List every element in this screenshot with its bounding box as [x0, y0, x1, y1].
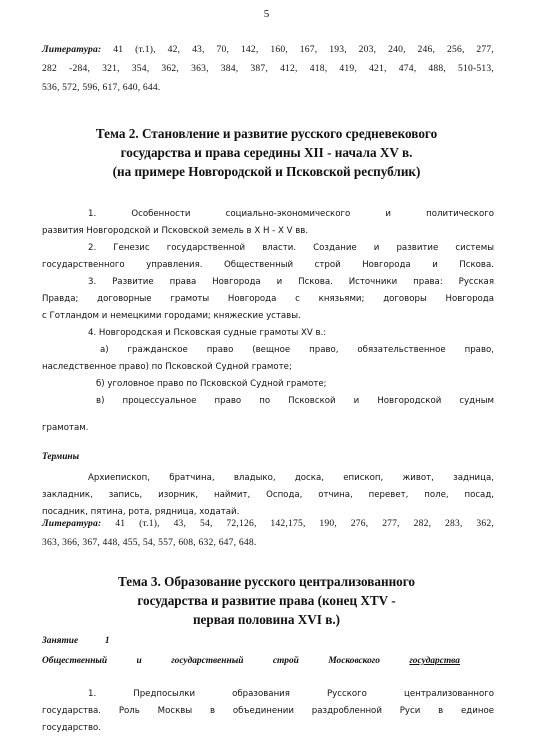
topic-3-heading: [40, 572, 493, 629]
topic-2-item-line: развития Новгородской и Псковской земель в Х Н - Х V вв.: [42, 226, 309, 236]
literature-line: 536, 572, 596, 617, 640, 644.: [42, 82, 161, 93]
topic-2-item-line: а) гражданское право (вещное право, обязательственное право,: [100, 345, 494, 355]
literature-line: 41 (т.1), 42, 43, 70, 142, 160, 167, 193, 203, 240, 246, 256, 277,: [113, 44, 494, 55]
topic-2-item-line: с Готландом и немецкими городами; княжеские уставы.: [42, 311, 301, 321]
lesson-title-word: и: [136, 656, 142, 666]
literature-line: 363, 366, 367, 448, 455, 54, 557, 608, 632, 647, 648.: [42, 537, 257, 548]
topic-2-item-line: наследственное право) по Псковской Судной грамоте;: [42, 362, 292, 372]
heading-line: Тема 2. Становление и развитие русского средневекового: [95, 126, 438, 141]
lesson-title-word: строй: [272, 656, 299, 666]
lesson-title-word: государственный: [171, 656, 244, 666]
topic-3-item-line: 1. Предпосылки образования Русского централизованного: [88, 689, 494, 699]
lesson-title-word: Общественный: [42, 656, 108, 666]
lesson-label: Занятие: [42, 636, 79, 646]
topic-2-item-line: грамотам.: [42, 423, 89, 433]
heading-line: (на примере Новгородской и Псковской республик): [112, 164, 421, 179]
topic-2-item-line: 2. Генезис государственной власти. Создание и развитие системы: [88, 243, 494, 253]
topic-3-item-line: государство.: [42, 723, 102, 733]
topic-2-heading: [40, 124, 493, 181]
topic-2-item-line: в) процессуальное право по Псковской и Новгородской судным: [96, 396, 494, 406]
topic-3-item-line: государства. Роль Москвы в объединении раздробленной Руси в единое: [42, 706, 494, 716]
topic-2-item-line: 1. Особенности социально-экономического и политического: [88, 209, 494, 219]
literature-label: Литература:: [42, 518, 102, 529]
topic-2-item-line: 3. Развитие права Новгорода и Пскова. Источники права: Русская: [88, 277, 494, 287]
terms-line: Архиепископ, братчина, владыко, доска, епископ, живот, задница,: [88, 473, 494, 483]
lesson-label-row: [42, 636, 110, 646]
page-number: 5: [263, 8, 270, 20]
literature-line: 282 -284, 321, 354, 362, 363, 384, 387, 412, 418, 419, 421, 474, 488, 510-513,: [42, 63, 494, 74]
lesson-title-word: государства: [409, 656, 460, 666]
literature-line: 41 (т.1), 43, 54, 72,126, 142,175, 190, 276, 277, 282, 283, 362,: [115, 518, 494, 529]
lesson-number: 1: [104, 636, 110, 646]
lesson-title: [42, 656, 460, 666]
heading-line: государства и права середины XII - начала XV в.: [120, 145, 413, 160]
lesson-title-word: Московского: [328, 656, 380, 666]
heading-line: Тема 3. Образование русского централизованного: [117, 574, 416, 589]
literature-block-1: [42, 40, 494, 97]
topic-2-item-line: Правда; договорные грамоты Новгорода с князьями; договоры Новгорода: [42, 294, 494, 304]
topic-2-item-line: б) уголовное право по Псковской Судной грамоте;: [96, 379, 327, 389]
terms-label: Термины: [42, 452, 80, 462]
literature-label: Литература:: [42, 44, 102, 55]
literature-block-2: [42, 514, 494, 552]
heading-line: государства и развитие права (конец XTV -: [137, 593, 396, 608]
terms-line: посадник, пятина, рота, рядница, ходатай.: [42, 507, 240, 517]
terms-line: закладник, запись, изорник, наймит, Осподa, отчина, перевет, поле, посад,: [42, 490, 494, 500]
topic-2-item-line: 4. Новгородская и Псковская судные грамоты XV в.:: [88, 328, 327, 338]
topic-2-item-line: государственного управления. Общественный строй Новгорода и Пскова.: [42, 260, 494, 270]
heading-line: первая половина XVI в.): [192, 612, 341, 627]
